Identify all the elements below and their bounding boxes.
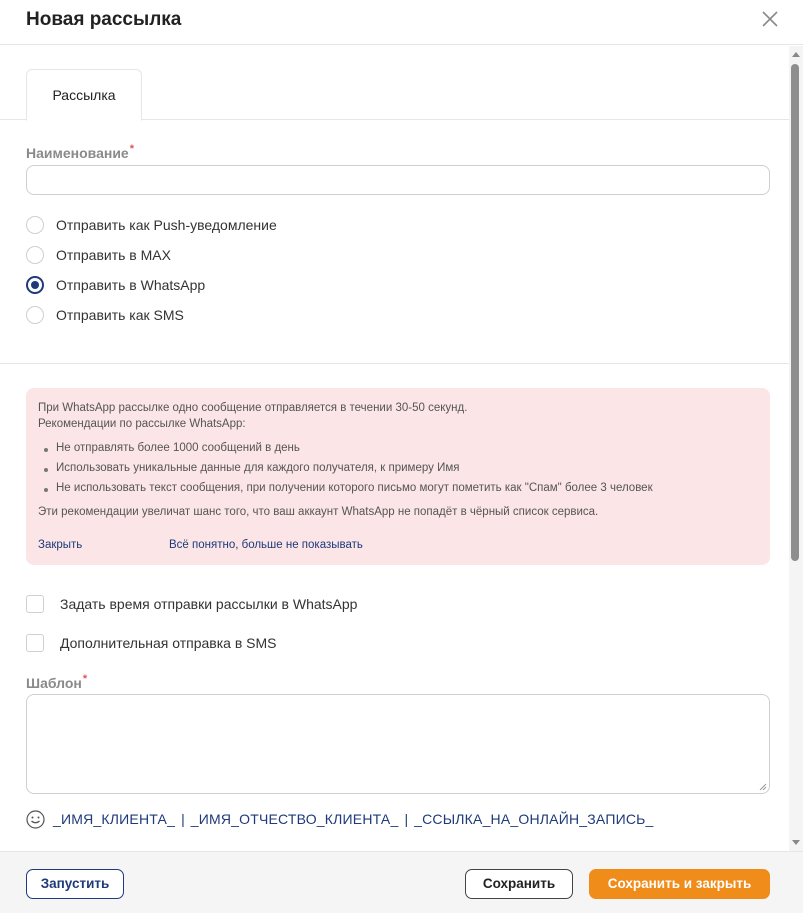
whatsapp-alert [26,388,770,565]
modal-header [0,0,803,45]
variable-client-name[interactable]: _ИМЯ_КЛИЕНТА_ [53,811,176,827]
schedule-label: Задать время отправки рассылки в WhatsApp [60,596,358,612]
scroll-up-arrow-icon[interactable] [792,52,800,57]
template-variables [26,809,654,829]
variable-separator: | [181,811,185,827]
sms-option[interactable] [26,633,277,653]
radio-button[interactable] [26,216,44,234]
save-and-close-button[interactable]: Сохранить и закрыть [589,869,770,899]
name-input[interactable] [26,165,770,195]
alert-bullet: Не отправлять более 1000 сообщений в день [56,442,300,454]
radio-whatsapp[interactable] [26,275,205,295]
radio-max[interactable] [26,245,171,265]
modal-footer [0,851,803,913]
name-label [26,145,134,161]
alert-line-2: Рекомендации по рассылке WhatsApp: [38,418,246,430]
radio-push[interactable] [26,215,277,235]
alert-bullet: Использовать уникальные данные для каждого получателя, к примеру Имя [56,462,460,474]
scroll-down-arrow-icon[interactable] [792,840,800,845]
radio-label: Отправить в MAX [56,247,171,263]
alert-dismiss-link[interactable]: Всё понятно, больше не показывать [169,539,363,551]
close-icon[interactable] [760,9,780,29]
scrollbar[interactable] [789,46,803,851]
template-textarea[interactable] [26,694,770,794]
radio-button[interactable] [26,306,44,324]
variable-client-patronymic[interactable]: _ИМЯ_ОТЧЕСТВО_КЛИЕНТА_ [190,811,399,827]
variable-separator: | [404,811,409,827]
radio-label: Отправить в WhatsApp [56,277,206,293]
modal-title: Новая рассылка [26,9,182,30]
radio-label: Отправить как SMS [56,307,184,323]
name-label-text: Наименование [26,145,129,161]
sms-checkbox[interactable] [26,634,44,652]
radio-button[interactable] [26,246,44,264]
schedule-checkbox[interactable] [26,595,44,613]
schedule-option[interactable] [26,594,357,614]
scroll-thumb[interactable] [791,64,799,561]
resize-handle-icon[interactable] [759,783,767,791]
required-mark: * [82,673,88,685]
radio-button-checked[interactable] [26,276,44,294]
modal-body [0,46,789,851]
required-mark: * [129,143,134,155]
template-label [26,675,87,691]
alert-footer-text: Эти рекомендации увеличат шанс того, что ваш аккаунт WhatsApp не попадёт в чёрный список сервиса. [38,506,599,518]
tab-mailing[interactable]: Рассылка [26,69,142,121]
save-button[interactable]: Сохранить [465,869,573,899]
start-button[interactable]: Запустить [26,869,124,899]
alert-close-link[interactable]: Закрыть [38,539,83,551]
alert-bullet: Не использовать текст сообщения, при получении которого письмо могут пометить как "Спам" более 3 человек [56,482,653,494]
variable-online-booking-link[interactable]: _ССЫЛКА_НА_ОНЛАЙН_ЗАПИСЬ_ [414,811,654,827]
radio-sms[interactable] [26,305,184,325]
tab-bar [0,46,789,120]
section-divider [0,363,789,364]
sms-label: Дополнительная отправка в SMS [60,635,277,651]
alert-line-1: При WhatsApp рассылке одно сообщение отправляется в течении 30-50 секунд. [38,402,468,414]
radio-label: Отправить как Push-уведомление [56,217,277,233]
template-label-text: Шаблон [26,675,82,691]
smile-icon[interactable] [26,810,45,829]
